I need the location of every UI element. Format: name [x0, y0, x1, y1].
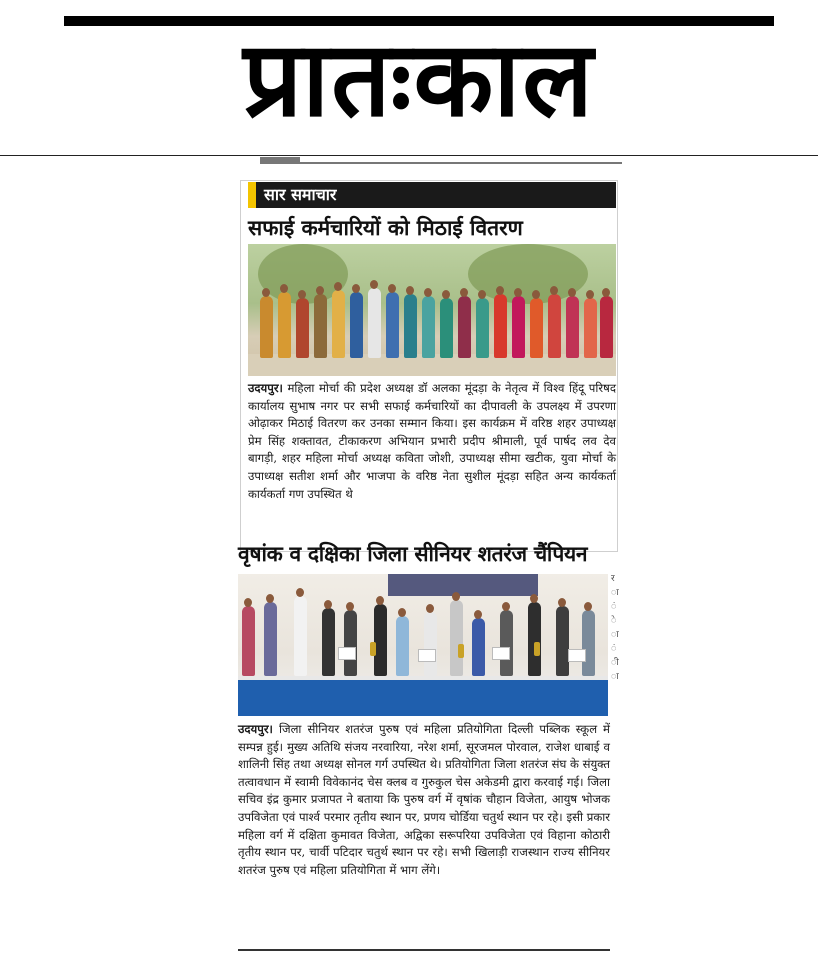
photo-person — [332, 290, 345, 358]
photo-person — [296, 298, 309, 358]
photo-person-head — [532, 290, 540, 299]
photo-person-head — [584, 602, 592, 611]
photo-person-head — [266, 594, 274, 603]
photo-person — [548, 294, 561, 358]
story1-headline: सफाई कर्मचारियों को मिठाई वितरण — [248, 216, 523, 240]
photo-person-head — [296, 588, 304, 597]
photo-person — [600, 296, 613, 358]
masthead — [0, 0, 818, 150]
photo-person-head — [460, 288, 468, 297]
photo-certificate — [418, 649, 436, 662]
photo-person — [528, 602, 541, 676]
next-story-cutoff — [242, 954, 602, 966]
photo-person — [294, 596, 307, 676]
photo-person — [458, 296, 471, 358]
edge-glyph: ी — [611, 658, 619, 668]
photo-certificate — [492, 647, 510, 660]
photo-person — [476, 298, 489, 358]
edge-glyph: ं — [611, 644, 617, 654]
photo-person-head — [586, 290, 594, 299]
story2-body — [238, 721, 610, 879]
story2-photo — [238, 574, 608, 716]
photo-person — [582, 610, 595, 676]
photo-person — [278, 292, 291, 358]
photo-person — [314, 294, 327, 358]
photo-person — [264, 602, 277, 676]
photo-person — [396, 616, 409, 676]
photo-person — [350, 292, 363, 358]
photo-person-head — [298, 290, 306, 299]
photo-person-head — [376, 596, 384, 605]
photo-table-cloth — [238, 680, 608, 716]
photo-person — [566, 296, 579, 358]
story2-headline: वृषांक व दक्षिका जिला सीनियर शतरंज चैंपियन — [238, 542, 588, 566]
photo-person-head — [316, 286, 324, 295]
story1-photo — [248, 244, 616, 376]
photo-person — [556, 606, 569, 676]
story1-text: महिला मोर्चा की प्रदेश अध्यक्ष डॉ अलका मूंदड़ा के नेतृत्व में विश्व हिंदू परिषद कार्यालय सुभाष नगर पर सभी सफाई कर्मचारियों का दीपावली के उपलक्ष्य में उपरणा ओढ़ाकर मिठाई वितरण कर उनका सम्मान किया। इस कार्यक्रम में वरिष्ठ शहर उपाध्यक्ष प्रेम सिंह शक्तावत, टीकाकरण अभियान प्रभारी प्रदीप श्रीमाली, पूर्व पार्षद लव देव बागड़ी, शहर महिला मोर्चा अध्यक्ष कविता जोशी, उपाध्यक्ष सीमा खटीक, युवा मोर्चा के उपाध्यक्ष सतीश शर्मा और भाजपा के वरिष्ठ नेता सुशील मूंदड़ा सहित अन्य कार्यकर्ता कार्यकर्ता गण उपस्थित थे — [248, 381, 616, 501]
photo-person-head — [244, 598, 252, 607]
photo-person — [322, 608, 335, 676]
photo-person-head — [530, 594, 538, 603]
photo-person — [472, 618, 485, 676]
edge-glyph: ा — [611, 630, 619, 640]
photo-person-head — [558, 598, 566, 607]
photo-person — [500, 610, 513, 676]
photo-person — [368, 288, 381, 358]
photo-person-head — [424, 288, 432, 297]
photo-person-head — [452, 592, 460, 601]
photo-person-head — [346, 602, 354, 611]
photo-trophy — [534, 642, 540, 656]
photo-person — [260, 296, 273, 358]
photo-person-head — [398, 608, 406, 617]
page-strip-rule — [260, 162, 622, 164]
photo-person-head — [514, 288, 522, 297]
photo-trophy — [458, 644, 464, 658]
photo-person-head — [474, 610, 482, 619]
photo-person-head — [388, 284, 396, 293]
photo-person — [374, 604, 387, 676]
photo-person-head — [280, 284, 288, 293]
adjacent-column-edge — [611, 572, 621, 684]
edge-glyph: ा — [611, 588, 619, 598]
photo-person-head — [602, 288, 610, 297]
photo-person-head — [324, 600, 332, 609]
photo-person-head — [478, 290, 486, 299]
edge-glyph: ा — [611, 672, 619, 682]
photo-person-head — [406, 286, 414, 295]
photo-person-head — [426, 604, 434, 613]
photo-person — [494, 294, 507, 358]
photo-certificate — [338, 647, 356, 660]
section-accent — [248, 182, 256, 208]
story1-body — [248, 380, 616, 503]
photo-person — [242, 606, 255, 676]
photo-person-head — [496, 286, 504, 295]
photo-person — [424, 612, 437, 676]
newspaper-title: प्रातःकाल — [243, 18, 595, 140]
photo-person — [584, 298, 597, 358]
photo-person-head — [550, 286, 558, 295]
photo-person-head — [568, 288, 576, 297]
photo-certificate — [568, 649, 586, 662]
edge-glyph: र — [611, 574, 615, 584]
photo-trophy — [370, 642, 376, 656]
edge-glyph: े — [611, 616, 617, 626]
photo-person — [422, 296, 435, 358]
photo-person-head — [370, 280, 378, 289]
photo-banner — [388, 574, 538, 596]
photo-person-head — [502, 602, 510, 611]
story2-dateline: उदयपुर। — [238, 722, 273, 736]
photo-person — [386, 292, 399, 358]
photo-person-head — [442, 290, 450, 299]
story1-dateline: उदयपुर। — [248, 381, 283, 395]
photo-person — [404, 294, 417, 358]
section-label: सार समाचार — [264, 185, 337, 204]
column-end-rule — [238, 949, 610, 951]
news-column — [236, 170, 622, 966]
masthead-divider — [0, 155, 818, 156]
edge-glyph: ं — [611, 602, 617, 612]
photo-person — [512, 296, 525, 358]
photo-person — [440, 298, 453, 358]
photo-person-head — [262, 288, 270, 297]
photo-person-head — [352, 284, 360, 293]
photo-person-head — [334, 282, 342, 291]
story2-text: जिला सीनियर शतरंज पुरुष एवं महिला प्रतियोगिता दिल्ली पब्लिक स्कूल में सम्पन्न हुई। मुख्य अतिथि संजय नरवारिया, नरेश शर्मा, सूरजमल पोरवाल, राजेश धाबाई व शालिनी सिंह तथा अध्यक्ष सोनल गर्ग उपस्थित थे। प्रतियोगिता जिला शतरंज संघ के संयुक्त तत्वावधान में स्वामी विवेकानंद चेस क्लब व गुरुकुल चेस अकेडमी द्वारा करवाई गई। जिला सचिव इंद्र कुमार प्रजापत ने बताया कि पुरुष वर्ग में वृषांक चौहान विजेता, आयुष भोजक उपविजेता एवं पार्श्व परमार तृतीय स्थान पर, प्रणय चोर्डिया चतुर्थ स्थान पर रहे। इसी प्रकार महिला वर्ग में दक्षिता कुमावत विजेता, अद्विका सरूपरिया उपविजेता एवं विहाना कोठारी तृतीय स्थान पर, चार्वी पटिदार चतुर्थ स्थान पर रहे। सभी खिलाड़ी राजस्थान राज्य सीनियर शतरंज पुरुष एवं महिला प्रतियोगिता में भाग लेंगे। — [238, 722, 610, 877]
photo-person — [450, 600, 463, 676]
photo-person — [344, 610, 357, 676]
photo-person — [530, 298, 543, 358]
